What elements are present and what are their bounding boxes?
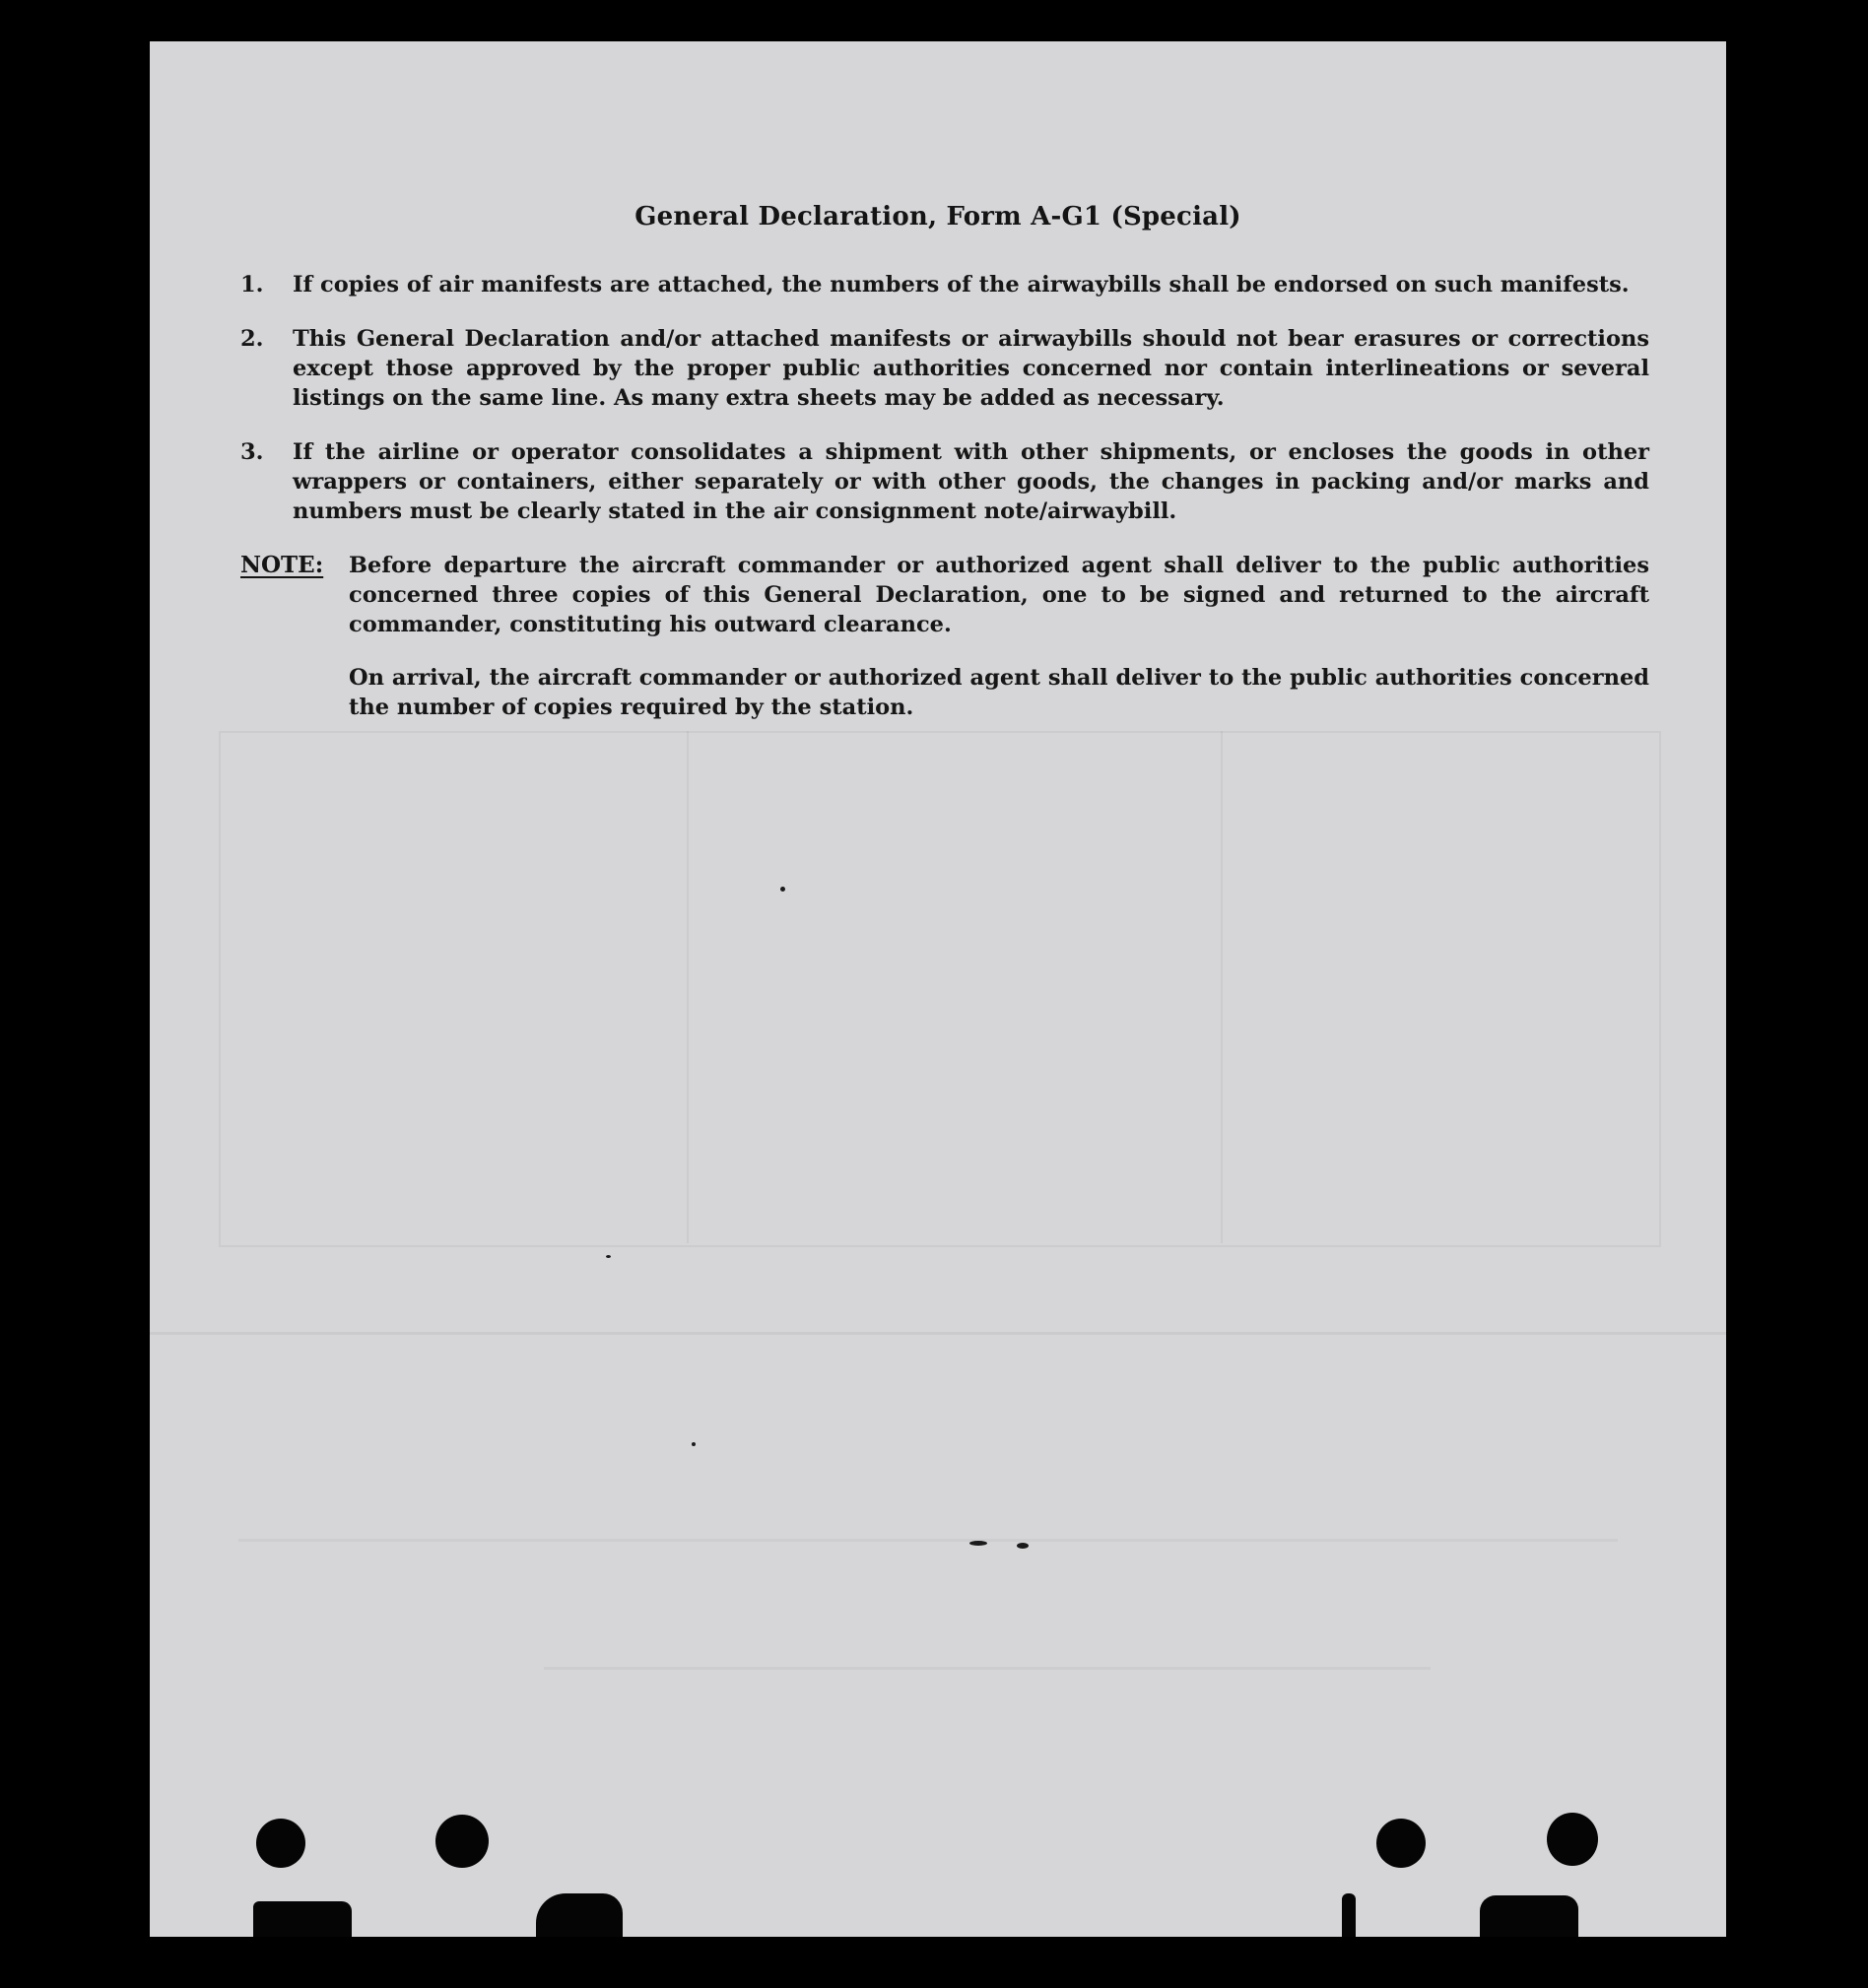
document-page xyxy=(150,41,1726,1937)
item-text: This General Declaration and/or attached manifests or airwaybills should not bear erasures or corrections except those approved by the proper public authorities concerned nor contain interlineations or several listings on the same line. As many extra sheets may be added as necessary. xyxy=(293,326,1649,411)
list-item xyxy=(240,437,1649,526)
torn-edge xyxy=(1480,1895,1578,1937)
punch-hole xyxy=(256,1819,305,1868)
dust-speck xyxy=(969,1541,987,1546)
punch-hole xyxy=(1547,1813,1598,1866)
item-number: 3. xyxy=(240,439,264,465)
note-paragraph: On arrival, the aircraft commander or authorized agent shall deliver to the public authorities concerned the number of copies required by the station. xyxy=(349,665,1649,720)
instructions-list xyxy=(240,270,1649,746)
item-text: If copies of air manifests are attached, the numbers of the airwaybills shall be endorsed on such manifests. xyxy=(293,272,1630,298)
item-text: If the airline or operator consolidates a shipment with other shipments, or encloses the goods in other wrappers or containers, either separately or with other goods, the changes in packing and/or marks and numbers must be clearly stated in the air consignment note/airwaybill. xyxy=(293,439,1649,524)
note-label: NOTE: xyxy=(240,552,324,578)
dust-speck xyxy=(780,887,785,892)
dust-speck xyxy=(1017,1543,1029,1549)
torn-edge xyxy=(536,1893,623,1937)
list-item xyxy=(240,270,1649,299)
note-section xyxy=(240,551,1649,746)
torn-edge xyxy=(253,1901,352,1937)
dust-speck xyxy=(606,1255,611,1258)
punch-hole xyxy=(1376,1819,1426,1868)
list-item xyxy=(240,324,1649,413)
bleed-through-rule xyxy=(150,1332,1726,1335)
note-body xyxy=(349,551,1649,746)
dust-speck xyxy=(692,1442,696,1446)
punch-hole xyxy=(435,1815,489,1868)
document-title: General Declaration, Form A-G1 (Special) xyxy=(634,202,1241,232)
item-number: 1. xyxy=(240,272,264,298)
bleed-through-rule xyxy=(238,1539,1618,1542)
bleed-through-column xyxy=(687,731,1223,1243)
torn-edge xyxy=(1342,1893,1356,1937)
item-number: 2. xyxy=(240,326,264,352)
note-paragraph: Before departure the aircraft commander or authorized agent shall deliver to the public authorities concerned three copies of this General Declaration, one to be signed and returned to the aircraft commander, constituting his outward clearance. xyxy=(349,553,1649,637)
bleed-through-rule xyxy=(544,1667,1431,1670)
